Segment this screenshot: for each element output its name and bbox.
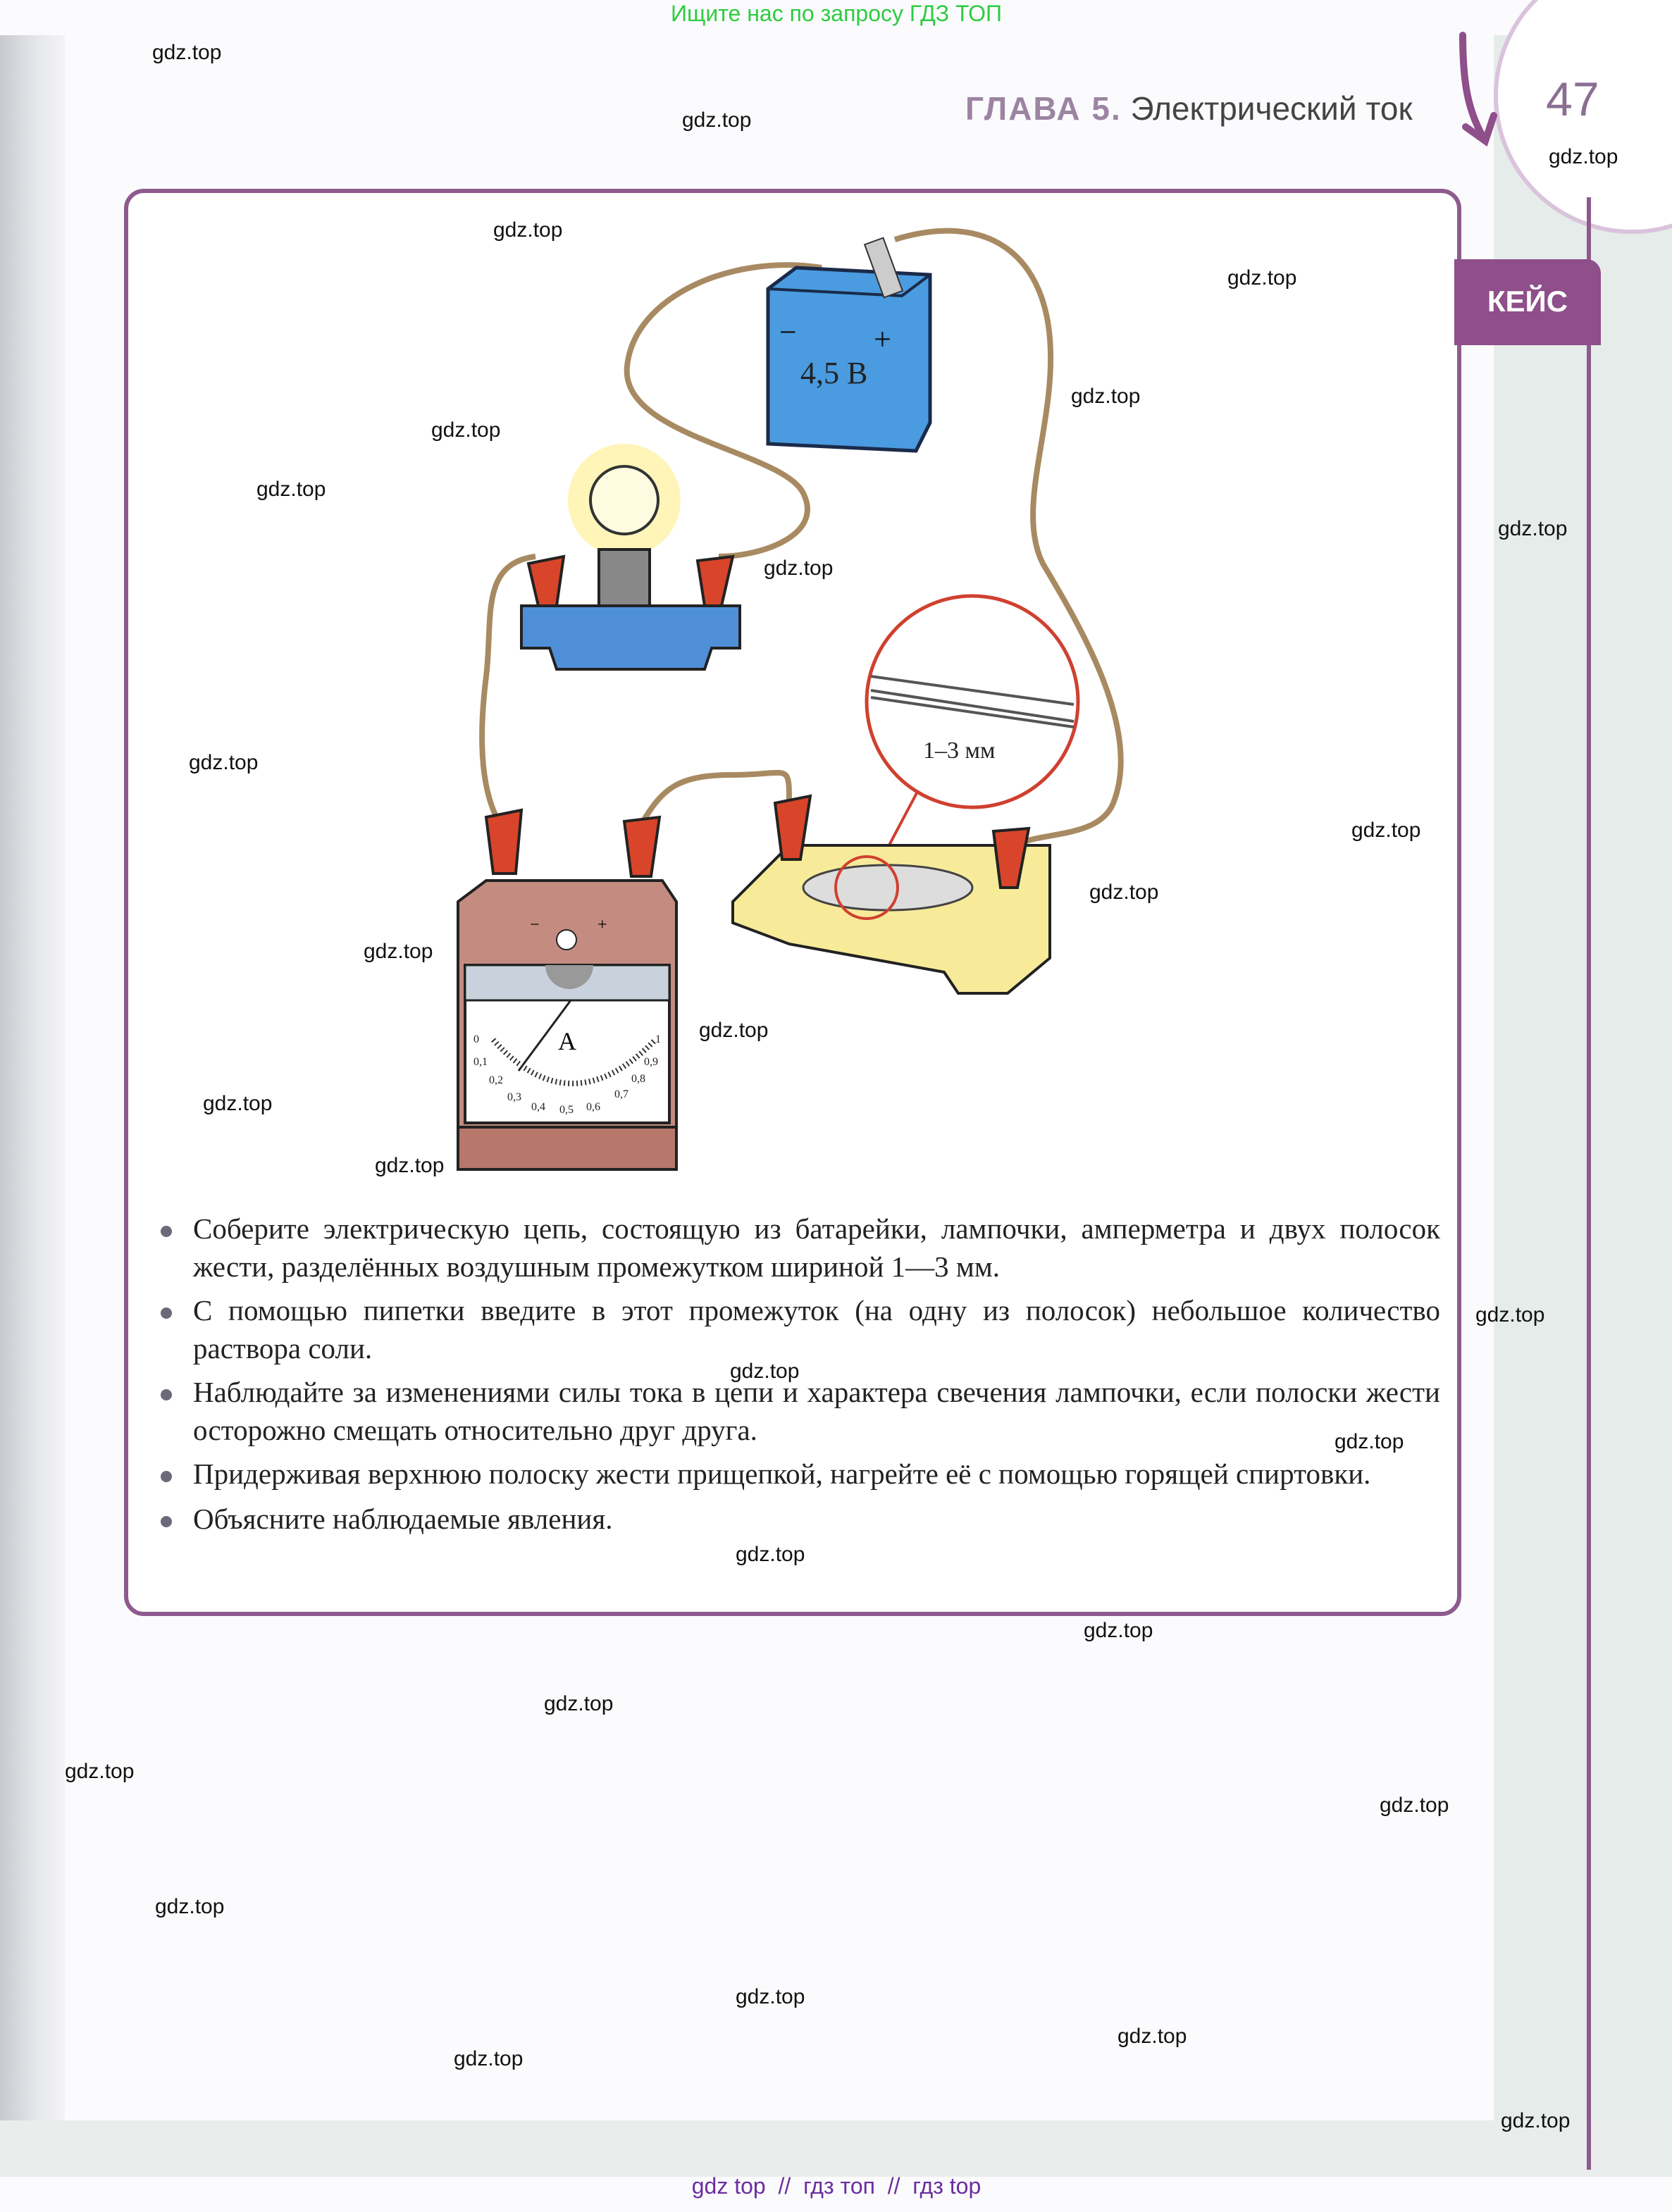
ammeter bbox=[458, 810, 676, 1169]
watermark: gdz.top bbox=[1475, 1303, 1545, 1327]
watermark: gdz.top bbox=[152, 41, 222, 65]
gap-label: 1–3 мм bbox=[923, 738, 996, 764]
tin-strips-base bbox=[733, 796, 1050, 993]
instruction-item: Наблюдайте за изменениями силы тока в цепи и характера свечения лампочки, если полоски жести осторожно смещать относительно друг друга. bbox=[158, 1375, 1440, 1450]
margin-line bbox=[1587, 197, 1591, 2170]
scale-label: 0,4 bbox=[531, 1101, 545, 1113]
bottom-margin bbox=[0, 2120, 1672, 2177]
chapter-header bbox=[965, 90, 1413, 128]
right-margin-panel bbox=[1494, 35, 1672, 2177]
battery-plus: + bbox=[874, 322, 891, 356]
chapter-number: ГЛАВА 5. bbox=[965, 90, 1122, 127]
watermark: gdz.top bbox=[1549, 145, 1618, 169]
watermark: gdz.top bbox=[1334, 1430, 1404, 1454]
watermark: gdz.top bbox=[375, 1154, 445, 1178]
ammeter-plus: + bbox=[597, 916, 607, 934]
watermark: gdz.top bbox=[736, 1543, 805, 1567]
zoom-inset bbox=[867, 596, 1078, 888]
ammeter-unit: A bbox=[558, 1027, 576, 1055]
scale-label: 0,3 bbox=[507, 1091, 521, 1103]
battery-voltage: 4,5 В bbox=[800, 356, 868, 390]
watermark: gdz.top bbox=[1501, 2109, 1571, 2133]
watermark: gdz.top bbox=[203, 1092, 273, 1116]
watermark: gdz.top bbox=[544, 1692, 614, 1716]
watermark: gdz.top bbox=[1380, 1794, 1449, 1818]
battery bbox=[768, 238, 930, 451]
watermark: gdz.top bbox=[256, 478, 326, 502]
watermark: gdz.top bbox=[764, 557, 834, 580]
watermark: gdz.top bbox=[431, 418, 501, 442]
arrow-icon bbox=[1437, 28, 1550, 155]
battery-minus: − bbox=[779, 315, 797, 349]
circuit-diagram bbox=[423, 211, 1159, 1198]
scale-label: 0,7 bbox=[614, 1088, 628, 1100]
watermark: gdz.top bbox=[1071, 385, 1141, 409]
scale-label: 0 bbox=[473, 1033, 479, 1045]
watermark: gdz.top bbox=[1227, 266, 1297, 290]
watermark: gdz.top bbox=[1351, 819, 1421, 843]
page-number: 47 bbox=[1546, 73, 1599, 127]
ammeter-minus: − bbox=[530, 916, 540, 934]
instruction-item: Соберите электрическую цепь, состоящую из батарейки, лампочки, амперметра и двух полосок жести, разделённых воздушным промежутком шириной 1—3 мм. bbox=[158, 1212, 1440, 1286]
page-edge-shadow bbox=[0, 35, 65, 2177]
watermark: gdz.top bbox=[1117, 2025, 1187, 2049]
scale-label: 0,8 bbox=[631, 1073, 645, 1085]
watermark: gdz.top bbox=[1498, 517, 1568, 541]
watermark: gdz.top bbox=[1084, 1619, 1153, 1643]
watermark: gdz.top bbox=[730, 1360, 800, 1384]
watermark: gdz.top bbox=[364, 940, 433, 964]
watermark: gdz.top bbox=[189, 751, 259, 775]
chapter-title: Электрический ток bbox=[1130, 90, 1413, 127]
instruction-item: Объясните наблюдаемые явления. bbox=[158, 1501, 1440, 1539]
watermark: gdz.top bbox=[1089, 881, 1159, 905]
case-tab: КЕЙС bbox=[1454, 259, 1601, 345]
scale-label: 0,2 bbox=[489, 1074, 503, 1086]
watermark: gdz.top bbox=[155, 1895, 225, 1919]
scale-label: 0,6 bbox=[586, 1101, 600, 1113]
bulb-stand bbox=[521, 444, 740, 669]
scale-label: 0,9 bbox=[644, 1056, 658, 1068]
scale-label: 1 bbox=[655, 1033, 661, 1045]
scale-label: 0,1 bbox=[473, 1056, 488, 1068]
watermark: gdz.top bbox=[699, 1019, 769, 1043]
watermark: gdz.top bbox=[736, 1985, 805, 2009]
watermark: gdz.top bbox=[493, 218, 563, 242]
watermark: gdz.top bbox=[454, 2047, 524, 2071]
footer-links[interactable]: gdz top // гдз топ // гдз top bbox=[691, 2175, 981, 2199]
top-banner: Ищите нас по запросу ГДЗ ТОП bbox=[671, 3, 1002, 27]
watermark: gdz.top bbox=[65, 1760, 135, 1784]
instruction-item: Придерживая верхнюю полоску жести прищепкой, нагрейте её с помощью горящей спиртовки. bbox=[158, 1457, 1440, 1494]
scale-label: 0,5 bbox=[559, 1104, 574, 1116]
instruction-item: С помощью пипетки введите в этот промежуток (на одну из полосок) небольшое количество раствора соли. bbox=[158, 1293, 1440, 1368]
watermark: gdz.top bbox=[682, 108, 752, 132]
